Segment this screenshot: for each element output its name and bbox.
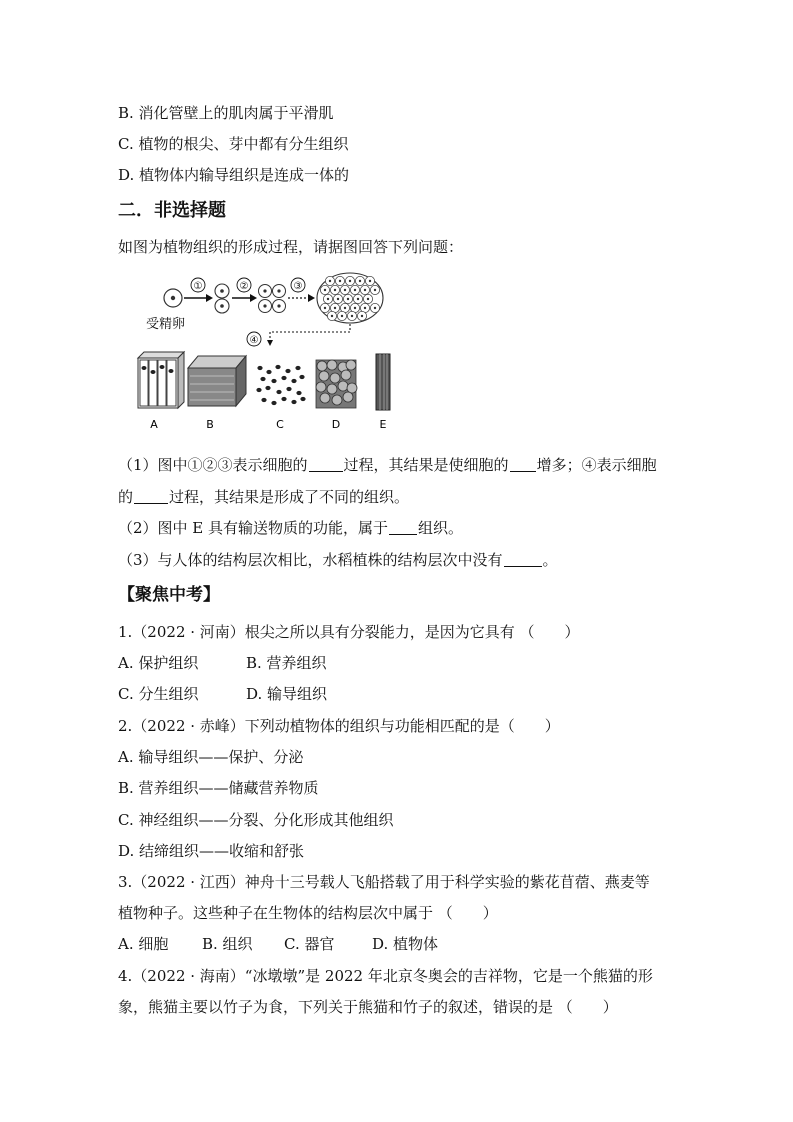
section-title-exam-focus: 【聚焦中考】 [118,585,220,605]
q1-text-a: （1）图中①②③表示细胞的 [118,456,308,474]
exam-q2-option-c: C. 神经组织——分裂、分化形成其他组织 [118,811,394,829]
zygote-label: 受精卵 [146,317,186,332]
exam-question-3-line-1: 3.（2022 · 江西）神舟十三号载人飞船搭载了用于科学实验的紫花苜蓿、燕麦等 [118,873,650,891]
answer-blank[interactable] [389,519,417,535]
q2-text-a: （2）图中 E 具有输送物质的功能，属于 [118,519,389,537]
exam-q1-options-row-1 [118,653,327,673]
exam-question-2: 2.（2022 · 赤峰）下列动植物体的组织与功能相匹配的是（ ） [118,717,560,735]
answer-blank[interactable] [134,488,168,504]
tissue-d-image [316,360,357,408]
tissue-a-image [138,352,184,408]
exam-q2-option-d: D. 结缔组织——收缩和舒张 [118,842,305,860]
step-1-label: ① [193,281,203,292]
answer-blank[interactable] [510,456,536,472]
tissue-e-image [376,354,390,410]
section-title-nonchoice: 二．非选择题 [118,200,226,221]
q1-text-e: 过程，其结果是形成了不同的组织。 [169,488,410,506]
exam-q1-option-d: D. 输导组织 [246,685,328,703]
figure-intro: 如图为植物组织的形成过程，请据图回答下列问题： [118,238,464,256]
exam-q3-options [118,934,438,954]
exam-question-4-line-1: 4.（2022 · 海南）“冰墩墩”是 2022 年北京冬奥会的吉祥物，它是一个熊猫的形 [118,967,653,985]
exam-q1-option-c: C. 分生组织 [118,685,199,703]
exam-q1-option-b: B. 营养组织 [246,654,327,672]
step-2-label: ② [239,281,249,292]
question-3 [118,550,558,570]
option-c: C. 植物的根尖、芽中都有分生组织 [118,135,349,153]
q2-text-b: 组织。 [418,519,464,537]
answer-blank[interactable] [309,456,343,472]
exam-q1-options-row-2 [118,684,327,704]
tissue-label-c: C [276,418,284,431]
tissue-label-e: E [379,418,387,431]
tissue-b-image [188,356,246,406]
tissue-label-b: B [206,418,214,431]
exam-q3-option-b: B. 组织 [202,935,253,953]
step-4-label: ④ [249,335,259,346]
exam-q3-option-d: D. 植物体 [372,935,439,953]
two-cells [215,284,229,313]
q3-text-a: （3）与人体的结构层次相比，水稻植株的结构层次中没有 [118,551,503,569]
four-cells [259,285,286,313]
question-2 [118,518,463,538]
tissue-c-image [256,364,306,408]
q3-text-b: 。 [542,551,558,569]
exam-q3-option-a: A. 细胞 [118,935,169,953]
option-d: D. 植物体内输导组织是连成一体的 [118,166,350,184]
cell-mass [317,273,383,323]
tissue-formation-figure [118,268,418,433]
question-1-line-2 [118,487,409,507]
exam-q2-option-a: A. 输导组织——保护、分泌 [118,748,304,766]
exam-q3-option-c: C. 器官 [284,935,335,953]
exam-question-4-line-2: 象，熊猫主要以竹子为食，下列关于熊猫和竹子的叙述，错误的是 （ ） [118,998,618,1016]
tissue-formation-svg [118,268,418,433]
exam-q1-option-a: A. 保护组织 [118,654,199,672]
answer-blank[interactable] [504,551,542,567]
tissue-label-a: A [150,418,158,431]
exam-question-1: 1.（2022 · 河南）根尖之所以具有分裂能力，是因为它具有 （ ） [118,623,580,641]
tissue-label-d: D [331,418,341,431]
question-1-line-1 [118,455,657,475]
zygote-cell [164,289,182,307]
q1-text-c: 增多；④表示细胞 [536,456,657,474]
step-3-label: ③ [293,281,303,292]
option-b: B. 消化管壁上的肌肉属于平滑肌 [118,104,334,122]
exam-question-3-line-2: 植物种子。这些种子在生物体的结构层次中属于 （ ） [118,904,498,922]
q1-text-d: 的 [118,488,134,506]
exam-q2-option-b: B. 营养组织——储藏营养物质 [118,779,319,797]
q1-text-b: 过程，其结果是使细胞的 [343,456,509,474]
